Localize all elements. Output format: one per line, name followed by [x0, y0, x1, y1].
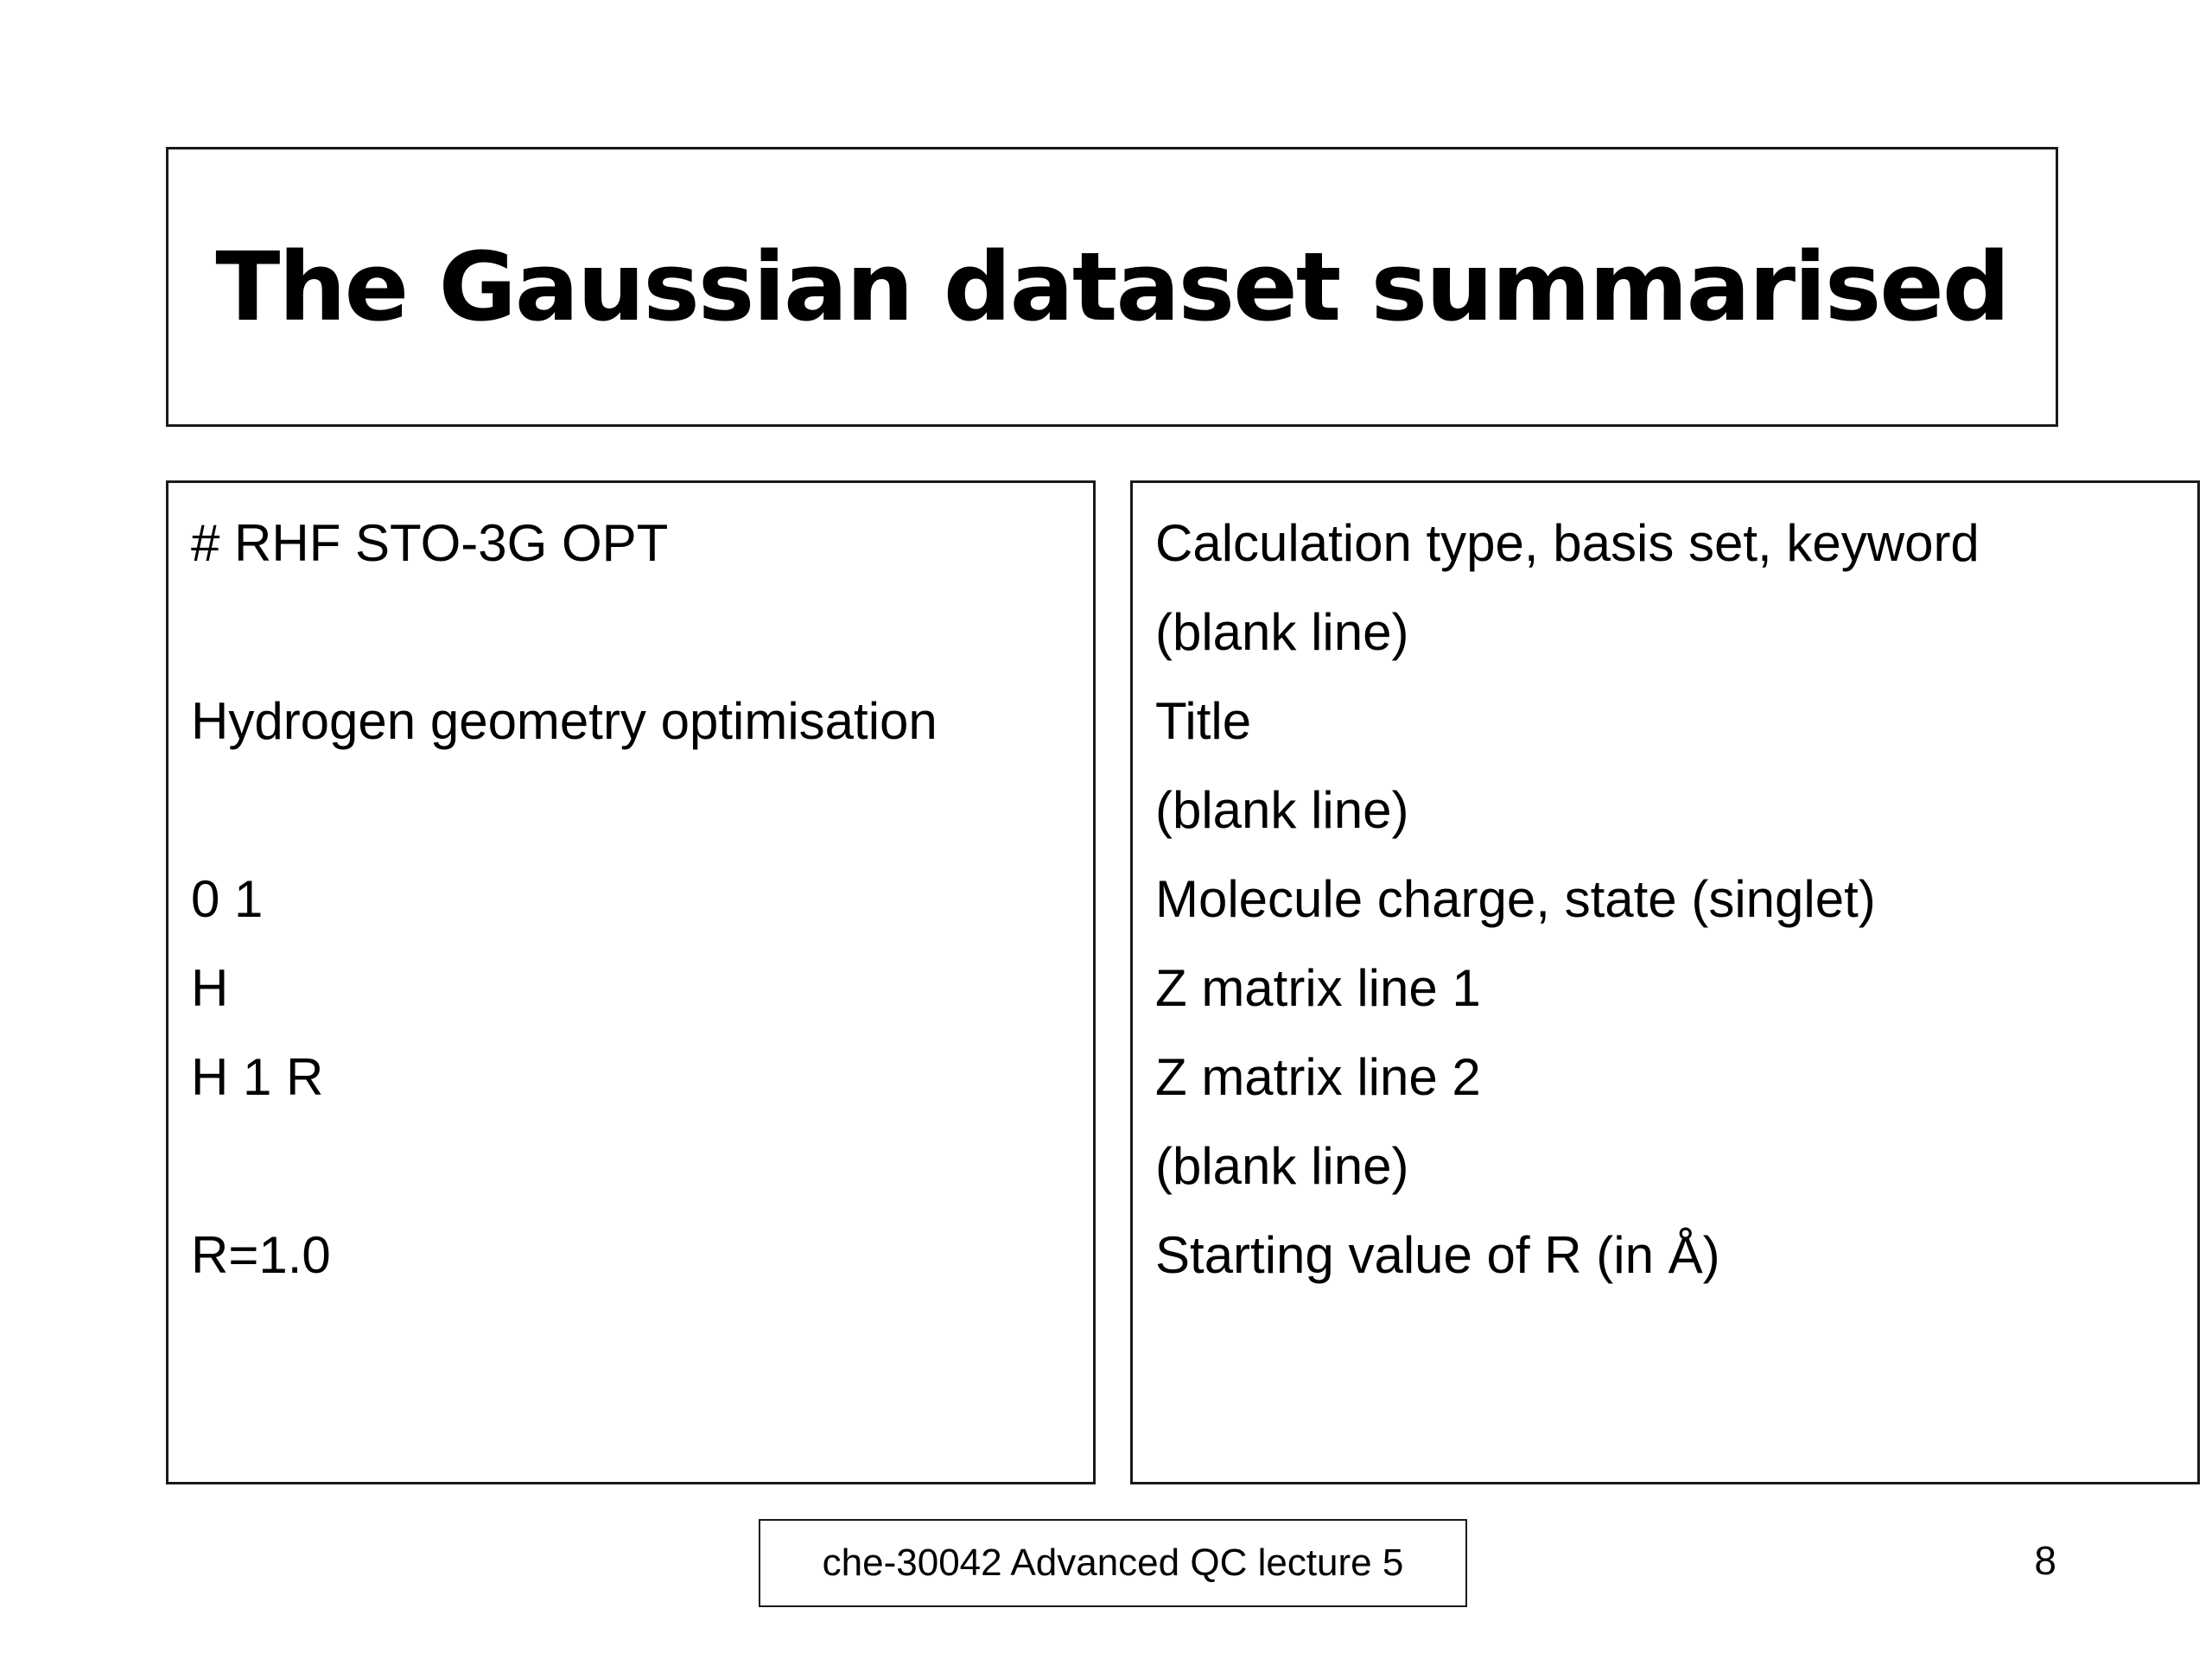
explanation-line-starting-value: Starting value of R (in Å): [1155, 1226, 1720, 1284]
slide-title: The Gaussian dataset summarised: [215, 232, 2009, 342]
footer-box: [759, 1519, 1467, 1607]
input-lines: [191, 499, 938, 1300]
explanation-panel: [1130, 480, 2200, 1484]
explanation-lines: [1155, 499, 1980, 1300]
gaussian-input-panel: [166, 480, 1096, 1484]
input-line-zmatrix-1: H: [191, 959, 229, 1017]
explanation-line-zmatrix-2: Z matrix line 2: [1155, 1048, 1481, 1106]
explanation-line-title: Title: [1155, 692, 1252, 750]
page-number: 8: [2034, 1538, 2056, 1583]
explanation-line-blank-1: (blank line): [1155, 603, 1409, 661]
explanation-line-zmatrix-1: Z matrix line 1: [1155, 959, 1481, 1017]
footer-text: che-30042 Advanced QC lecture 5: [822, 1541, 1404, 1584]
input-line-blank-1: [191, 588, 938, 677]
input-line-variable: R=1.0: [191, 1226, 331, 1284]
explanation-line-blank-2: (blank line): [1155, 781, 1409, 839]
input-line-charge-multiplicity: 0 1: [191, 870, 264, 928]
input-line-zmatrix-2: H 1 R: [191, 1048, 324, 1106]
input-line-blank-3: [191, 1122, 938, 1211]
explanation-line-route: Calculation type, basis set, keyword: [1155, 514, 1980, 572]
title-box: [166, 147, 2058, 427]
input-line-blank-2: [191, 766, 938, 855]
explanation-line-blank-3: (blank line): [1155, 1137, 1409, 1195]
explanation-line-charge-state: Molecule charge, state (singlet): [1155, 870, 1876, 928]
input-line-title: Hydrogen geometry optimisation: [191, 692, 938, 750]
input-line-route: # RHF STO-3G OPT: [191, 514, 669, 572]
